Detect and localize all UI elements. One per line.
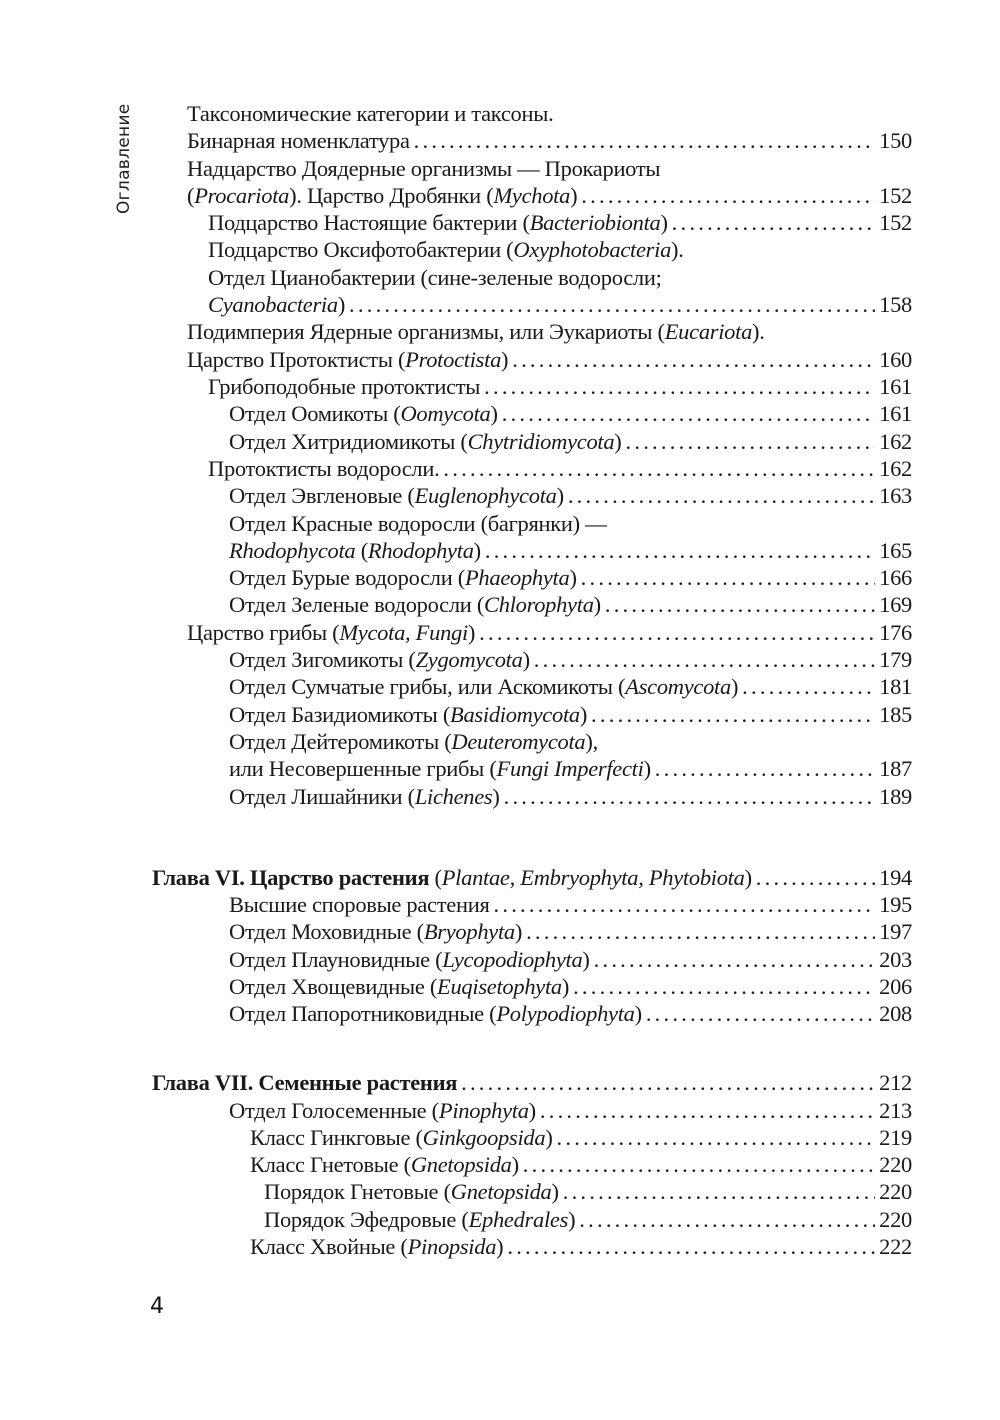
entry-page-number: 213 — [879, 1098, 912, 1123]
entry-title: Царство Протоктисты (Protoctista) — [187, 347, 509, 372]
entry-title: Царство грибы (Mycota, Fungi) — [187, 620, 476, 645]
entry-title: Отдел Хвощевидные (Euqisetophyta) — [229, 974, 570, 999]
entry-page-number: 165 — [879, 538, 912, 563]
entry-page-number: 208 — [879, 1001, 912, 1026]
entry-title: Класс Гинкговые (Ginkgoopsida) — [250, 1125, 553, 1150]
entry-title: Отдел Лишайники (Lichenes) — [229, 784, 500, 809]
dot-leader — [512, 346, 875, 373]
entry-page-number: 179 — [879, 647, 912, 672]
entry-title: Отдел Сумчатые грибы, или Аскомикоты (Ascomycota) — [229, 674, 739, 699]
chapter-entry — [152, 864, 912, 891]
dot-leader — [756, 864, 875, 891]
page-number: 4 — [150, 1294, 164, 1319]
dot-leader — [591, 701, 875, 728]
toc-entry — [229, 728, 598, 755]
entry-title: Отдел Красные водоросли (багрянки) — — [229, 511, 608, 536]
entry-page-number: 187 — [879, 756, 912, 781]
toc-entry — [229, 973, 912, 1000]
entry-page-number: 220 — [879, 1207, 912, 1232]
dot-leader — [507, 1233, 875, 1260]
entry-page-number: 166 — [879, 565, 912, 590]
entry-page-number: 219 — [879, 1125, 912, 1150]
dot-leader — [349, 291, 875, 318]
entry-page-number: 185 — [879, 702, 912, 727]
toc-entry — [250, 1124, 912, 1151]
toc-entry — [229, 646, 912, 673]
dot-leader — [573, 973, 875, 1000]
toc-entry — [187, 127, 912, 154]
dot-leader — [557, 1124, 876, 1151]
entry-page-number: 222 — [879, 1234, 912, 1259]
entry-title: Надцарство Доядерные организмы — Прокариоты — [187, 156, 661, 181]
entry-title: Класс Гнетовые (Gnetopsida) — [250, 1152, 519, 1177]
entry-page-number: 160 — [879, 347, 912, 372]
dot-leader — [494, 891, 876, 918]
entry-page-number: 181 — [879, 674, 912, 699]
dot-leader — [655, 755, 875, 782]
dot-leader — [523, 1151, 875, 1178]
chapter-entry — [152, 1069, 912, 1096]
entry-page-number: 169 — [879, 592, 912, 617]
entry-title: Отдел Оомикоты (Oomycota) — [229, 401, 498, 426]
entry-title: Отдел Папоротниковидные (Polypodiophyta) — [229, 1001, 642, 1026]
toc-entry — [229, 783, 912, 810]
entry-title: Подимперия Ядерные организмы, или Эукариоты (Eucariota). — [187, 319, 765, 344]
entry-title: Отдел Цианобактерии (сине-зеленые водоросли; — [208, 265, 662, 290]
entry-title: Отдел Бурые водоросли (Phaeophyta) — [229, 565, 577, 590]
toc-entry — [187, 100, 553, 127]
entry-title: Высшие споровые растения — [229, 892, 490, 917]
entry-title: Rhodophycota (Rhodophyta) — [229, 538, 481, 563]
entry-title: (Procariota). Царство Дробянки (Mychota) — [187, 183, 578, 208]
toc-entry — [187, 346, 912, 373]
entry-page-number: 212 — [879, 1070, 912, 1095]
running-header-label: Оглавление — [114, 103, 134, 215]
dot-leader — [605, 591, 875, 618]
entry-page-number: 158 — [879, 292, 912, 317]
entry-page-number: 176 — [879, 620, 912, 645]
entry-page-number: 161 — [879, 401, 912, 426]
toc-entry — [187, 182, 912, 209]
entry-title: Отдел Базидиомикоты (Basidiomycota) — [229, 702, 588, 727]
entry-title: Отдел Эвгленовые (Euglenophycota) — [229, 483, 564, 508]
entry-page-number: 189 — [879, 784, 912, 809]
entry-title: Отдел Хитридиомикоты (Chytridiomycota) — [229, 429, 622, 454]
dot-leader — [594, 946, 876, 973]
dot-leader — [626, 428, 876, 455]
entry-title: Порядок Эфедровые (Ephedrales) — [264, 1207, 576, 1232]
toc-entry — [264, 1206, 912, 1233]
dot-leader — [581, 564, 876, 591]
entry-page-number: 161 — [879, 374, 912, 399]
dot-leader — [581, 182, 875, 209]
toc-entry — [229, 946, 912, 973]
toc-entry — [208, 455, 912, 482]
entry-page-number: 195 — [879, 892, 912, 917]
dot-leader — [534, 646, 875, 673]
entry-title: Отдел Голосеменные (Pinophyta) — [229, 1098, 536, 1123]
entry-page-number: 203 — [879, 947, 912, 972]
dot-leader — [485, 537, 875, 564]
toc-entry — [208, 264, 662, 291]
entry-title: Отдел Моховидные (Bryophyta) — [229, 919, 523, 944]
toc-entry — [187, 318, 765, 345]
toc-entry — [229, 1000, 912, 1027]
entry-title: Протоктисты водоросли. — [208, 456, 440, 481]
dot-leader — [414, 127, 875, 154]
dot-leader — [646, 1000, 875, 1027]
toc-entry — [229, 1097, 912, 1124]
toc-entry — [187, 155, 660, 182]
dot-leader — [579, 1206, 875, 1233]
entry-page-number: 197 — [879, 919, 912, 944]
entry-page-number: 162 — [879, 429, 912, 454]
toc-entry — [229, 537, 912, 564]
entry-title: Таксономические категории и таксоны. — [187, 101, 554, 126]
entry-page-number: 152 — [879, 210, 912, 235]
toc-entry — [229, 400, 912, 427]
toc-entry — [250, 1151, 912, 1178]
toc-entry — [229, 510, 607, 537]
dot-leader — [568, 482, 875, 509]
dot-leader — [443, 455, 875, 482]
entry-title: Глава VII. Семенные растения — [152, 1070, 458, 1095]
entry-title: Отдел Зеленые водоросли (Chlorophyta) — [229, 592, 601, 617]
toc-entry — [208, 236, 684, 263]
dot-leader — [484, 373, 875, 400]
entry-title: Cyanobacteria) — [208, 292, 346, 317]
toc-entry — [208, 291, 912, 318]
toc-entry — [229, 891, 912, 918]
entry-page-number: 206 — [879, 974, 912, 999]
toc-entry — [229, 918, 912, 945]
dot-leader — [461, 1069, 875, 1096]
dot-leader — [742, 673, 875, 700]
toc-entry — [208, 209, 912, 236]
entry-page-number: 152 — [879, 183, 912, 208]
entry-title: Порядок Гнетовые (Gnetopsida) — [264, 1179, 559, 1204]
entry-title: Глава VI. Царство растения (Plantae, Embryophyta, Phytobiota) — [152, 865, 752, 890]
entry-title: Отдел Дейтеромикоты (Deuteromycota), — [229, 729, 598, 754]
entry-title: Отдел Зигомикоты (Zygomycota) — [229, 647, 530, 672]
entry-page-number: 220 — [879, 1179, 912, 1204]
dot-leader — [502, 400, 875, 427]
entry-title: или Несовершенные грибы (Fungi Imperfecti) — [229, 756, 651, 781]
dot-leader — [479, 619, 875, 646]
toc-entry — [229, 482, 912, 509]
entry-title: Подцарство Оксифотобактерии (Oxyphotobacteria). — [208, 237, 684, 262]
entry-page-number: 162 — [879, 456, 912, 481]
toc-entry — [229, 428, 912, 455]
toc-entry — [264, 1178, 912, 1205]
toc-entry — [229, 755, 912, 782]
entry-page-number: 194 — [879, 865, 912, 890]
dot-leader — [540, 1097, 875, 1124]
toc-entry — [250, 1233, 912, 1260]
entry-title: Отдел Плауновидные (Lycopodiophyta) — [229, 947, 590, 972]
entry-title: Бинарная номенклатура — [187, 128, 410, 153]
entry-page-number: 220 — [879, 1152, 912, 1177]
entry-title: Класс Хвойные (Pinopsida) — [250, 1234, 504, 1259]
entry-title: Подцарство Настоящие бактерии (Bacteriobionta) — [208, 210, 668, 235]
toc-entry — [229, 591, 912, 618]
toc-entry — [187, 619, 912, 646]
entry-title: Грибоподобные протоктисты — [208, 374, 481, 399]
toc-entry — [229, 701, 912, 728]
dot-leader — [526, 918, 875, 945]
toc-entry — [229, 673, 912, 700]
dot-leader — [672, 209, 875, 236]
entry-page-number: 163 — [879, 483, 912, 508]
dot-leader — [563, 1178, 875, 1205]
dot-leader — [504, 783, 876, 810]
toc-entry — [208, 373, 912, 400]
entry-page-number: 150 — [879, 128, 912, 153]
toc-entry — [229, 564, 912, 591]
